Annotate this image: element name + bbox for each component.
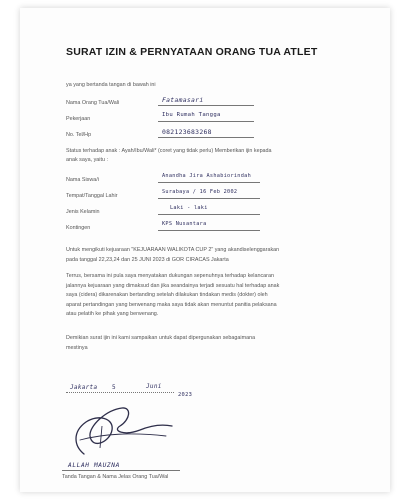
- parent-job-line: [158, 121, 254, 122]
- parent-name-label: Nama Orang Tua/Wali: [66, 100, 120, 106]
- intro-text: ya yang bertanda tangan di bawah ini: [66, 82, 156, 88]
- child-birth-value: Surabaya / 16 Feb 2002: [162, 189, 238, 195]
- parent-phone-line: [158, 137, 254, 138]
- parent-phone-label: No. Tel/Hp: [66, 132, 92, 138]
- child-contingent-value: KPS Nusantara: [162, 221, 207, 227]
- parent-name-value: Fatamasari: [162, 96, 204, 104]
- date-year: 2023: [178, 392, 193, 398]
- child-gender-label: Jenis Kelamin: [66, 209, 100, 215]
- signature-line: [62, 470, 180, 471]
- paragraph-line: atau pelatih ke pihak yang berwenang.: [66, 311, 159, 318]
- child-birth-label: Tempat/Tanggal Lahir: [66, 193, 118, 199]
- paragraph-line: Untuk mengikuti kejuaraan "KEJUARAAN WALIKOTA CUP 2" yang akandiselenggarakan: [66, 247, 280, 253]
- letter-title: SURAT IZIN & PERNYATAAN ORANG TUA ATLET: [66, 46, 318, 58]
- child-birth-line: [158, 198, 260, 199]
- signature-caption: Tanda Tangan & Nama Jelas Orang Tua/Wal: [62, 474, 169, 480]
- date-month: Juni: [146, 383, 162, 390]
- child-contingent-line: [158, 230, 260, 231]
- signer-name: ALLAH MAUZNA: [68, 462, 120, 469]
- child-name-value: Anandha Jira Ashabiorindah: [162, 173, 252, 179]
- paragraph-line: jalannya kejuaraan yang dimaksud dan jika seandainya terjadi sesuatu hal terhadap anak: [66, 282, 280, 289]
- parent-job-value: Ibu Rumah Tangga: [162, 112, 221, 118]
- date-place: Jakarta: [70, 384, 98, 391]
- parent-job-label: Pekerjaan: [66, 116, 91, 122]
- child-gender-line: [158, 214, 260, 215]
- paragraph-line: Demikian surat ijin ini kami sampaikan untuk dapat dipergunakan sebagaimana: [66, 335, 256, 341]
- letter-page: [20, 8, 390, 492]
- status-line-2: anak saya, yaitu :: [66, 157, 108, 163]
- paragraph-event: [66, 246, 366, 265]
- paragraph-line: pada tanggal 22,23,24 dan 25 JUNI 2023 di GOR CIRACAS Jakarta: [66, 256, 229, 263]
- parent-phone-value: 082123683268: [162, 128, 212, 136]
- paragraph-closing: [66, 334, 366, 353]
- date-day: 5: [112, 384, 116, 391]
- child-contingent-label: Kontingen: [66, 225, 91, 231]
- paragraph-line: Terrus, bersama ini pula saya menyatakan dukungan sepenuhnya terhadap kelancaran: [66, 273, 274, 279]
- date-line: [66, 392, 174, 393]
- status-line-1: Status terhadap anak : Ayah/Ibu/Wali* (coret yang tidak perlu) Memberikan ijin kepada: [66, 148, 272, 154]
- paragraph-line: saya (cidera) dikarenakan bertanding setelah dilakukan tindakan medis (dokter) oleh: [66, 292, 268, 299]
- paragraph-statement: [66, 272, 366, 320]
- handwritten-signature-icon: [62, 396, 182, 466]
- child-name-line: [158, 182, 260, 183]
- child-name-label: Nama Siswa/i: [66, 177, 99, 183]
- paragraph-line: aparat pertandingan yang berwenang maka saya tidak akan menuntut panitia pelaksana: [66, 301, 277, 308]
- child-gender-value: Laki - laki: [170, 205, 208, 211]
- paragraph-line: mestinya: [66, 344, 88, 351]
- parent-name-line: [158, 105, 254, 106]
